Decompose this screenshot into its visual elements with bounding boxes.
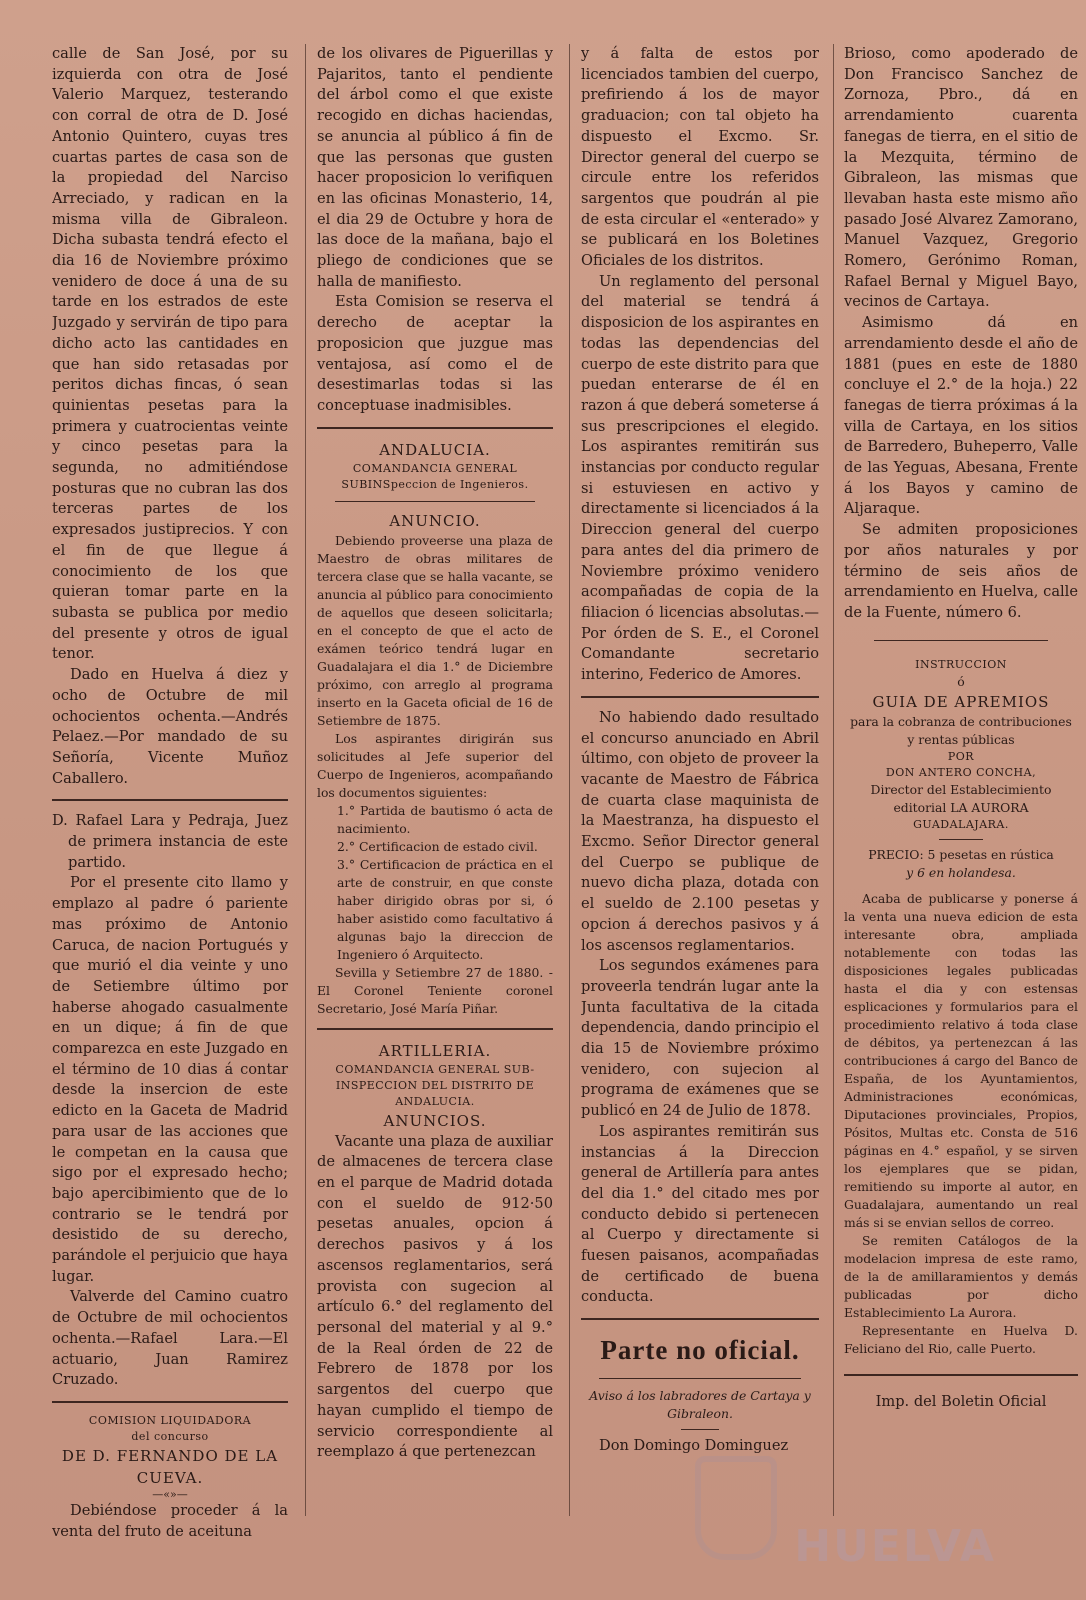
divider bbox=[317, 427, 553, 429]
paragraph: Debiéndose proceder á la venta del fruto de aceituna bbox=[52, 1502, 288, 1540]
ad-location: GUADALAJARA. bbox=[913, 817, 1009, 831]
notice-heading: ANUNCIO. bbox=[389, 511, 481, 530]
watermark: HUELVA bbox=[794, 1521, 996, 1572]
notice-heading: ANUNCIOS. bbox=[383, 1111, 487, 1130]
divider bbox=[581, 696, 819, 698]
ad-author-title: Director del Establecimiento editorial LA AURORA bbox=[870, 781, 1052, 815]
ad-price: PRECIO: 5 pesetas en rústica bbox=[868, 846, 1054, 862]
printer-imprint: Imp. del Boletin Oficial bbox=[875, 1392, 1047, 1410]
paragraph: Acaba de publicarse y ponerse á la venta una nueva edicion de esta interesante obra, ampliada notablemente con todas las disposiciones legales publicadas hasta el dia y con estensas esplicaciones y formularios para el procedimiento relativo á toda clase de débitos, ya pertenezcan á las contribuciones á cargo del Banco de España, de los Ayuntamientos, Administraciones económicas, Diputaciones provinciales, Propios, Pósitos, Multas etc. Consta de 516 páginas en 4.° español, y se sirven los ejemplares que se pidan, remitiendo su importe al autor, en Guadalajara, aumentando un real más si se envian sellos de correo. bbox=[844, 890, 1078, 1230]
paragraph: Esta Comision se reserva el derecho de aceptar la proposicion que juzgue mas ventajosa, así como el de desestimarlas todas si las conceptuase inadmisibles. bbox=[317, 293, 553, 414]
ad-title: GUIA DE APREMIOS bbox=[872, 692, 1050, 711]
paragraph: y á falta de estos por licenciados tambien del cuerpo, prefiriendo á los de mayor graduacion; con tal objeto ha dispuesto el Excmo. Sr. Director general del cuerpo se circule entre los referidos sargentos que poudrán al pie de esta circular el «enterado» y se publicará en los Boletines Oficiales de los distritos. bbox=[581, 45, 819, 270]
ad-price: y 6 en holandesa. bbox=[906, 864, 1016, 880]
ad-subtitle: para la cobranza de contribuciones bbox=[850, 713, 1072, 729]
paragraph: de los olivares de Piguerillas y Pajaritos, tanto el pendiente del árbol como el que existe recogido en dichas haciendas, se anuncia al público á fin de que las personas que gusten hacer proposicion lo verifiquen en las oficinas Monasterio, 14, el dia 29 de Octubre y hora de las doce de la mañana, bajo el pliego de condiciones que se halla de manifiesto. bbox=[317, 45, 553, 290]
section-heading: DE D. FERNANDO DE LA CUEVA. bbox=[61, 1447, 279, 1487]
divider bbox=[581, 1318, 819, 1320]
ad-heading: INSTRUCCION bbox=[915, 657, 1007, 671]
paragraph: Vacante una plaza de auxiliar de almacenes de tercera clase en el parque de Madrid dotada con el sueldo de 912·50 pesetas anuales, opcion á derechos pasivos y á los ascensos reglamentarios, será provista con sugecion al artículo 6.° del reglamento del personal del material y al 9.° de la Real órden de 22 de Febrero de 1878 por los sargentos del cuerpo que hayan cumplido el tiempo de servicio correspondiente al reemplazo á que pertenezcan bbox=[317, 1132, 553, 1461]
divider bbox=[52, 799, 288, 801]
region-heading: ANDALUCIA. bbox=[379, 440, 491, 459]
watermark-shield-icon bbox=[695, 1456, 777, 1560]
paragraph: Debiendo proveerse una plaza de Maestro de obras militares de tercera clase que se halla vacante, se anuncia al público para conocimiento de aquellos que deseen solicitarla; en el concepto de que el acto de exámen teórico tendrá lugar en Guadalajara el dia 1.° de Diciembre próximo, con arreglo al programa inserto en la Gaceta oficial de 16 de Setiembre de 1875. bbox=[317, 532, 553, 728]
divider bbox=[335, 501, 535, 502]
list-item: 3.° Certificacion de práctica en el arte de construir, en que conste haber dirigido obras por si, ó haber asistido como facultativo á algunas bajo la direccion de Ingeniero ó Arquitecto. bbox=[337, 856, 553, 962]
paragraph: Sevilla y Setiembre 27 de 1880. - El Coronel Teniente coronel Secretario, José María Piñar. bbox=[317, 964, 553, 1016]
notice-heading: Aviso á los labradores de Cartaya y Gibraleon. bbox=[589, 1388, 811, 1422]
divider bbox=[844, 1374, 1078, 1376]
column-1 bbox=[52, 44, 288, 1570]
column-2 bbox=[317, 44, 553, 1570]
divider bbox=[52, 1401, 288, 1403]
paragraph: Don Domingo Dominguez bbox=[599, 1437, 789, 1455]
paragraph: Dado en Huelva á diez y ocho de Octubre de mil ochocientos ochenta.—Andrés Pelaez.—Por mandado de su Señoría, Vicente Muñoz Caballero. bbox=[52, 666, 288, 787]
divider bbox=[599, 1378, 801, 1379]
section-heading: COMANDANCIA GENERAL SUB-INSPECCION DEL DISTRITO DE ANDALUCIA. bbox=[335, 1062, 535, 1108]
paragraph: Representante en Huelva D. Feliciano del Rio, calle Puerto. bbox=[844, 1322, 1078, 1356]
divider bbox=[939, 839, 983, 840]
paragraph: Los aspirantes dirigirán sus solicitudes al Jefe superior del Cuerpo de Ingenieros, acompañando los documentos siguientes: bbox=[317, 730, 553, 800]
divider bbox=[317, 1028, 553, 1030]
ornament: —«»— bbox=[152, 1488, 188, 1501]
column-rule bbox=[569, 44, 570, 1516]
list-item: 2.° Certificacion de estado civil. bbox=[337, 838, 538, 854]
column-rule bbox=[833, 44, 834, 1516]
section-subheading: del concurso bbox=[131, 1430, 209, 1443]
paragraph: Asimismo dá en arrendamiento desde el año de 1881 (pues en este de 1880 concluye el 2.° de la hoja.) 22 fanegas de tierra próximas á la villa de Cartaya, en los sitios de Barredero, Buheperro, Valle de las Yeguas, Abesana, Frente á los Bayos y camino de Aljaraque. bbox=[844, 314, 1078, 518]
paragraph: Valverde del Camino cuatro de Octubre de mil ochocientos ochenta.—Rafael Lara.—El actuario, Juan Ramirez Cruzado. bbox=[52, 1288, 288, 1389]
list-item: 1.° Partida de bautismo ó acta de nacimiento. bbox=[337, 802, 553, 836]
column-rule bbox=[305, 44, 306, 1516]
section-heading: COMANDANCIA GENERAL SUBINSpeccion de Ingenieros. bbox=[341, 461, 529, 491]
divider bbox=[681, 1429, 719, 1430]
ad-subtitle: y rentas públicas bbox=[907, 731, 1015, 747]
region-heading: ARTILLERIA. bbox=[378, 1041, 492, 1060]
paragraph: Se remiten Catálogos de la modelacion impresa de este ramo, de la de amillaramientos y demás publicadas por dicho Establecimiento La Aurora. bbox=[844, 1232, 1078, 1320]
edict-heading: D. Rafael Lara y Pedraja, Juez de primera instancia de este partido. bbox=[52, 812, 288, 871]
ad-byline: POR bbox=[947, 749, 975, 763]
paragraph: calle de San José, por su izquierda con otra de José Valerio Marquez, testerando con corral de otra de D. José Antonio Quintero, cuyas tres cuartas partes de casa son de la propiedad del Narciso Arreciado, y radican en la misma villa de Gibraleon. Dicha subasta tendrá efecto el dia 16 de Noviembre próximo venidero de doce á una de su tarde en los estrados de este Juzgado y servirán de tipo para dicho acto las cantidades en que han sido retasadas por peritos dichas fincas, ó sean quinientas pesetas para la primera y cuatrocientas veinte y cinco pesetas para la segunda, no admitiéndose posturas que no cubran las dos terceras partes de los expresados justiprecios. Y con el fin de que llegue á conocimiento de los que quieran tomar parte en la subasta se publica por medio del presente y otros de igual tenor. bbox=[52, 45, 288, 663]
paragraph: Por el presente cito llamo y emplazo al padre ó pariente mas próximo de Antonio Caruca, de nacion Portugués y que murió el dia veinte y uno de Setiembre último por haberse ahogado casualmente en un dique; á fin de que comparezca en este Juzgado en el término de 10 dias á contar desde la insercion de este edicto en la Gaceta de Madrid para usar de las acciones que le competan en la causa que sigo por el expresado hecho; bajo apercibimiento que de lo contrario se le tendrá por desistido de su derecho, parándole el perjuicio que haya lugar. bbox=[52, 874, 288, 1285]
paragraph: Un reglamento del personal del material se tendrá á disposicion de los aspirantes en todas las dependencias del cuerpo de este distrito para que puedan enterarse de él en razon á que deberá someterse á sus prescripciones el elegido. Los aspirantes remitirán sus instancias por conducto regular si estuviesen en activo y directamente si licenciados á la Direccion general del cuerpo para antes del dia primero de Noviembre próximo venidero acompañadas de copia de la filiacion ó licencias absolutas.—Por órden de S. E., el Coronel Comandante secretario interino, Federico de Amores. bbox=[581, 272, 819, 684]
paragraph: Los aspirantes remitirán sus instancias á la Direccion general de Artillería para antes del dia 1.° del citado mes por conducto debido si pertenecen al Cuerpo y directamente si fuesen paisanos, acompañadas de certificado de buena conducta. bbox=[581, 1122, 819, 1306]
column-4 bbox=[844, 44, 1078, 1570]
paragraph: Brioso, como apoderado de Don Francisco Sanchez de Zornoza, Pbro., dá en arrendamiento cuarenta fanegas de tierra, en el sitio de la Mezquita, término de Gibraleon, las mismas que llevaban hasta este mismo año pasado José Alvarez Zamorano, Manuel Vazquez, Gregorio Romero, Gerónimo Roman, Rafael Bernal y Miguel Bayo, vecinos de Cartaya. bbox=[844, 45, 1078, 311]
paragraph: Los segundos exámenes para proveerla tendrán lugar ante la Junta facultativa de la citada dependencia, dando principio el dia 15 de Noviembre próximo venidero, con sujecion al programa de exámenes que se publicó en 24 de Julio de 1878. bbox=[581, 957, 819, 1120]
ad-heading: ó bbox=[957, 673, 965, 689]
ad-author: DON ANTERO CONCHA, bbox=[885, 765, 1037, 779]
column-3 bbox=[581, 44, 819, 1570]
divider bbox=[874, 640, 1048, 641]
section-title: Parte no oficial. bbox=[600, 1335, 800, 1366]
paragraph: Se admiten proposiciones por años naturales y por término de seis años de arrendamiento en Huelva, calle de la Fuente, número 6. bbox=[844, 521, 1078, 621]
paragraph: No habiendo dado resultado el concurso anunciado en Abril último, con objeto de proveer la vacante de Maestro de Fábrica de cuarta clase maquinista de la Maestranza, ha dispuesto el Excmo. Señor Director general del Cuerpo se publique de nuevo dicha plaza, dotada con el sueldo de 2.100 pesetas y opcion á derechos pasivos y á los ascensos reglamentarios. bbox=[581, 708, 819, 954]
section-heading: COMISION LIQUIDADORA bbox=[88, 1414, 252, 1427]
